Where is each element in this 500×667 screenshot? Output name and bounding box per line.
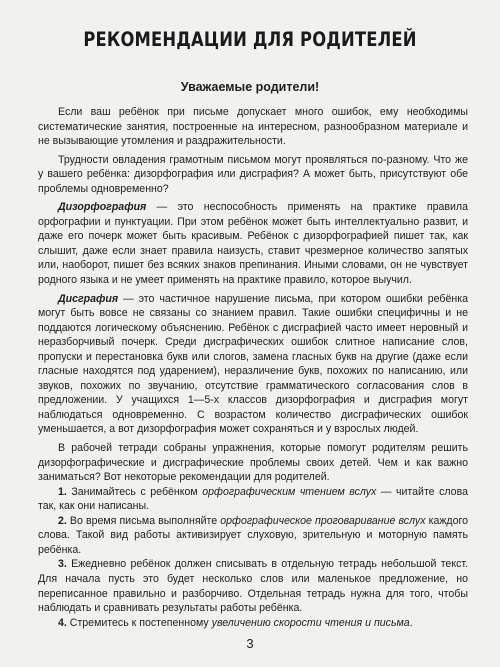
recommendation-emphasis: орфографическим чтением вслух [202,485,377,498]
paragraph-intro: Если ваш ребёнок при письме допускает много ошибок, ему необходимы систематические занятия, построенные на интересном, разнообразном материале и не вызывающие утомления и раздражительности. [38,106,468,148]
page-number: 3 [246,636,254,651]
recommendation-item [38,514,468,558]
paragraph-workbook: В рабочей тетради собраны упражнения, которые помогут родителям решить дизорфографические и дисграфические проблемы своих детей. Чем и как важно заниматься? Вот некоторые рекомендации для родителей. [38,442,468,484]
recommendation-text-end: каждого слова. Такой вид работы активизирует слуховую, зрительную и моторную память ребёнка. [38,514,469,556]
recommendation-text: Занимайтесь с ребёнком [66,485,203,498]
paragraph-dysorthography [38,200,468,287]
recommendation-text: Во время письма выполняйте [66,514,221,527]
definition-dysgraphia: — это частичное нарушение письма, при котором ошибки ребёнка могут быть вовсе не связаны со знанием правил. Такие ошибки специфичны и не поддаются логическому объяснению. Ребёнок с дисграфией часто имеет неровный и неразборчивый почерк. Среди дисграфических ошибок слитное написание слов, пропуски и перестановка букв или слогов, замена гласных букв на другие (даже если гласные находятся под ударением), неразличение букв, похожих по написанию, или звуков, похожих по звучанию, отсутствие грамматического согласования слов в предложении. У учащихся 1—5-х классов дизорфография и дисграфия могут наблюдаться одновременно. С возрастом количество дисграфических ошибок уменьшается, а вот дизорфография может сохраняться и у взрослых людей. [38,292,468,436]
recommendation-number: 2. [58,514,67,527]
recommendation-number: 1. [58,485,67,498]
recommendation-emphasis: увеличению скорости чтения и письма [211,616,410,629]
paragraph-dysgraphia [38,292,468,437]
recommendation-text-end: — читайте слова так, как они написаны. [38,485,468,513]
recommendation-item [38,485,468,514]
page-title: РЕКОМЕНДАЦИИ ДЛЯ РОДИТЕЛЕЙ [83,28,417,51]
recommendation-number: 4. [58,616,67,629]
recommendation-emphasis: орфографическое проговаривание вслух [220,514,426,527]
greeting-heading: Уважаемые родители! [180,80,320,94]
recommendation-text-end: . [409,616,413,629]
recommendation-text: Ежедневно ребёнок должен списывать в отдельную тетрадь небольшой текст. Для начала пусть это будет несколько слов или маленькое предложение, но переписанное правильно и разборчиво. Отдельная тетрадь нужна для того, чтобы наблюдать и сравнивать результаты работы ребёнка. [38,558,468,615]
term-dysgraphia: Дисграфия [58,292,119,305]
recommendation-item [38,557,468,615]
recommendation-number: 3. [58,558,67,571]
definition-dysorthography: — это неспособность применять на практике правила орфографии и пунктуации. При этом ребёнок может быть интеллектуально развит, и даже его почерк может быть красивым. Ребёнок с дизорфографией пишет так, как слышит, даже если знает правила наизусть, ставит чрезмерное количество запятых или, наоборот, пишет без всяких знаков препинания. Иными словами, он не чувствует родного языка и не умеет применять на практике правило, которое выучил. [38,201,468,287]
recommendation-text: Стремитесь к постепенному [66,616,212,629]
recommendation-item [38,616,468,631]
term-dysorthography: Дизорфография [58,201,147,214]
body-text [38,105,468,630]
paragraph-question: Трудности овладения грамотным письмом могут проявляться по-разному. Что же у вашего ребёнка: дизорфография или дисграфия? А может быть, присутствуют обе проблемы одновременно? [38,153,468,195]
